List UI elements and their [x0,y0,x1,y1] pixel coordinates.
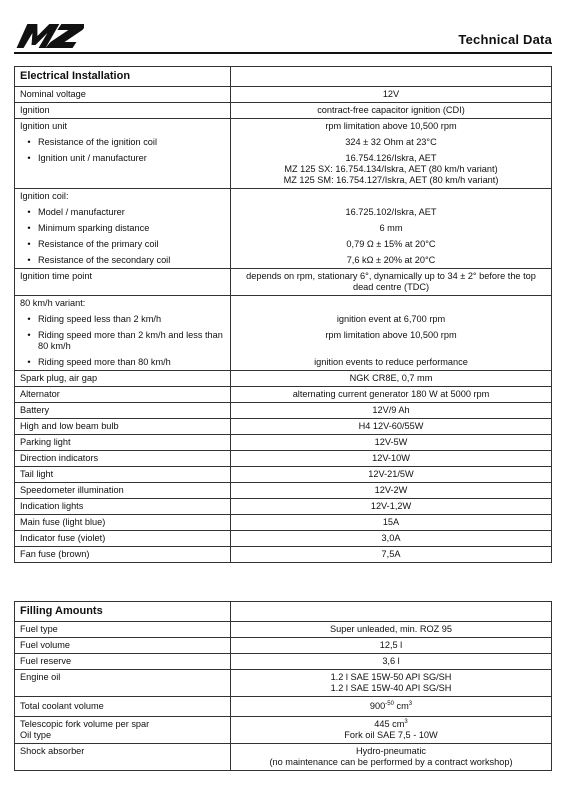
sub-item: • Resistance of the ignition coil [20,137,225,148]
row-value: 1.2 l SAE 15W-50 API SG/SH [330,672,452,682]
table-row [15,435,552,451]
row-label: Main fuse (light blue) [15,515,231,531]
row-value: 15A [231,515,552,531]
table-row [15,531,552,547]
row-value: 0,79 Ω ± 15% at 20°C [346,239,436,249]
row-label: Indication lights [15,499,231,515]
row-value: Fork oil SAE 7,5 - 10W [344,730,438,740]
row-value: 12V [231,87,552,103]
sub-item: • Minimum sparking distance [20,223,225,234]
row-label: Battery [15,403,231,419]
row-value: (no maintenance can be performed by a contract workshop) [269,757,513,767]
row-label: Shock absorber [15,744,231,771]
table-row [15,87,552,103]
row-value: 324 ± 32 Ohm at 23°C [345,137,437,147]
row-value: rpm limitation above 10,500 rpm [325,330,457,340]
table-row [15,371,552,387]
row-label: Speedometer illumination [15,483,231,499]
row-value: contract-free capacitor ignition (CDI) [231,103,552,119]
row-value: 12V-21/5W [231,467,552,483]
page-title: Technical Data [458,32,552,47]
bullet-icon: • [27,314,31,324]
bullet-icon: • [27,239,31,249]
row-value: $900^{-50}$ $cm^3$ [231,697,552,717]
row-value: 16.725.102/Iskra, AET [345,207,437,217]
filling-table [14,601,552,771]
table-row [15,499,552,515]
table-row [15,269,552,296]
section-title-blank [231,602,552,622]
row-value: 3,0A [231,531,552,547]
sub-item: • Riding speed more than 2 km/h and less than 80 km/h [20,330,225,352]
row-value: 445 $cm^3$ [374,718,408,729]
mz-logo [14,22,84,50]
table-row [15,419,552,435]
row-label: Parking light [15,435,231,451]
row-value: 1.2 l SAE 15W-40 API SG/SH [330,683,452,693]
row-value: 12V-2W [231,483,552,499]
row-label: Ignition coil: [20,191,69,201]
sub-item: • Riding speed more than 80 km/h [20,357,225,368]
row-label: High and low beam bulb [15,419,231,435]
table-row [15,638,552,654]
row-label: Fan fuse (brown) [15,547,231,563]
row-label: Ignition [15,103,231,119]
table-row [15,483,552,499]
row-value: depends on rpm, stationary 6°, dynamically up to 34 ± 2° before the top dead centre (TDC) [231,269,552,296]
row-label: 80 km/h variant: [20,298,86,308]
row-value: 6 mm [379,223,403,233]
table-row [15,697,552,717]
table-row [15,103,552,119]
row-value: rpm limitation above 10,500 rpm [325,121,457,131]
section-header-row [15,602,552,622]
table-row [15,296,552,371]
row-label: Indicator fuse (violet) [15,531,231,547]
row-value: 12V-10W [231,451,552,467]
bullet-icon: • [27,207,31,217]
electrical-table [14,66,552,563]
row-label: Ignition unit [20,121,67,131]
row-label: Telescopic fork volume per spar [20,719,150,729]
row-value: NGK CR8E, 0,7 mm [231,371,552,387]
table-row [15,622,552,638]
row-label: Direction indicators [15,451,231,467]
row-value: 12V-1,2W [231,499,552,515]
row-value: 12V/9 Ah [231,403,552,419]
row-label: Engine oil [15,670,231,697]
table-row [15,387,552,403]
row-value: 12V-5W [231,435,552,451]
row-label: Nominal voltage [15,87,231,103]
row-value: alternating current generator 180 W at 5000 rpm [231,387,552,403]
row-value: ignition event at 6,700 rpm [336,314,446,324]
bullet-icon: • [27,330,31,340]
bullet-icon: • [27,255,31,265]
row-value: Super unleaded, min. ROZ 95 [231,622,552,638]
row-value: 7,6 kΩ ± 20% at 20°C [346,255,436,265]
section-header-row [15,67,552,87]
row-label: Fuel type [15,622,231,638]
table-row [15,403,552,419]
table-row [15,467,552,483]
section-title: Filling Amounts [15,602,231,622]
row-value: MZ 125 SX: 16.754.134/Iskra, AET (80 km/h variant) [284,164,498,174]
sub-item: • Resistance of the primary coil [20,239,225,250]
bullet-icon: • [27,223,31,233]
table-row [15,654,552,670]
row-value: Hydro-pneumatic [356,746,426,756]
table-row [15,119,552,189]
row-label: Fuel volume [15,638,231,654]
row-label: Spark plug, air gap [15,371,231,387]
table-row [15,670,552,697]
row-label: Ignition time point [15,269,231,296]
row-value: ignition events to reduce performance [314,357,468,367]
table-row [15,189,552,269]
row-label: Total coolant volume [15,697,231,717]
table-row [15,744,552,771]
bullet-icon: • [27,357,31,367]
row-value: MZ 125 SM: 16.754.127/Iskra, AET (80 km/h variant) [283,175,499,185]
row-label: Fuel reserve [15,654,231,670]
sub-item: • Model / manufacturer [20,207,225,218]
row-value: H4 12V-60/55W [231,419,552,435]
table-row [15,717,552,744]
section-title-blank [231,67,552,87]
sub-item: • Riding speed less than 2 km/h [20,314,225,325]
bullet-icon: • [27,153,31,163]
section-title: Electrical Installation [15,67,231,87]
bullet-icon: • [27,137,31,147]
table-row [15,547,552,563]
row-label: Alternator [15,387,231,403]
table-row [15,451,552,467]
row-value: 7,5A [231,547,552,563]
sub-item: • Ignition unit / manufacturer [20,153,225,164]
row-value: 12,5 l [231,638,552,654]
row-label: Tail light [15,467,231,483]
row-value: 16.754.126/Iskra, AET [345,153,437,163]
row-value: 3,6 l [231,654,552,670]
table-row [15,515,552,531]
row-label: Oil type [20,730,52,740]
sub-item: • Resistance of the secondary coil [20,255,225,266]
header-rule [14,52,552,54]
